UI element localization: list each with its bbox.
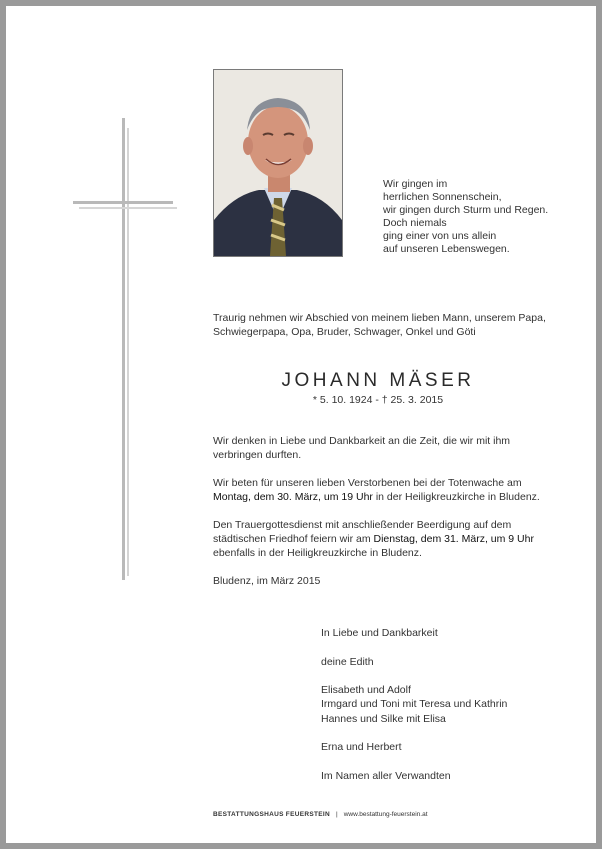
wake-text: Wir beten für unseren lieben Verstorbenen bei der Totenwache am (213, 477, 522, 489)
funeral-paragraph (213, 518, 558, 560)
family-line: Irmgard und Toni mit Teresa und Kathrin (321, 698, 508, 711)
funeral-text: Den Trauergottesdienst mit anschließender Beerdigung auf dem städtischen Friedhof feiern wir am (213, 519, 512, 545)
signoff-family (321, 683, 581, 726)
wake-date: Montag, dem 30. März, um 19 Uhr (213, 491, 373, 503)
poem-line: auf unseren Lebenswegen. (383, 243, 510, 255)
company-name: BESTATTUNGSHAUS FEUERSTEIN (213, 811, 330, 818)
funeral-date: Dienstag, dem 31. März, um 9 Uhr (373, 533, 534, 545)
portrait-photo (213, 69, 343, 257)
footer-separator: | (335, 811, 338, 818)
cross-vertical-shadow (127, 128, 129, 576)
poem-line: Doch niemals (383, 217, 447, 229)
announcement-body (213, 434, 558, 602)
cross-vertical-bar (122, 118, 125, 580)
poem-line: ging einer von uns allein (383, 230, 497, 242)
poem-line: Wir gingen im (383, 178, 448, 190)
intro-text: Traurig nehmen wir Abschied von meinem lieben Mann, unserem Papa, Schwiegerpapa, Opa, Bruder, Schwager, Onkel und Göti (213, 312, 546, 338)
funeral-location: ebenfalls in der Heiligkreuzkirche in Bludenz. (213, 547, 422, 559)
company-website[interactable]: www.bestattung-feuerstein.at (343, 811, 428, 818)
cross-horizontal-shadow (79, 207, 177, 209)
family-line: Elisabeth und Adolf (321, 684, 411, 697)
signoff-all-relatives: Im Namen aller Verwandten (321, 769, 451, 782)
family-line: Hannes und Silke mit Elisa (321, 712, 446, 725)
footer (213, 811, 428, 818)
place-date: Bludenz, im März 2015 (213, 575, 321, 587)
poem-line: herrlichen Sonnenschein, (383, 191, 502, 203)
poem (383, 178, 583, 256)
signoff-spouse: deine Edith (321, 655, 374, 668)
signoff (321, 626, 581, 783)
life-dates: * 5. 10. 1924 - † 25. 3. 2015 (312, 394, 444, 406)
poem-line: wir gingen durch Sturm und Regen. (383, 204, 549, 216)
signoff-relatives: Erna und Herbert (321, 741, 402, 754)
wake-location: in der Heiligkreuzkirche in Bludenz. (372, 491, 540, 503)
remembrance-paragraph: Wir denken in Liebe und Dankbarkeit an die Zeit, die wir mit ihm verbringen durften. (213, 435, 511, 461)
signoff-closing: In Liebe und Dankbarkeit (321, 627, 438, 639)
obituary-page (6, 6, 596, 843)
wake-paragraph (213, 476, 558, 504)
cross-horizontal-bar (73, 201, 173, 204)
deceased-name: JOHANN MÄSER (281, 370, 475, 391)
